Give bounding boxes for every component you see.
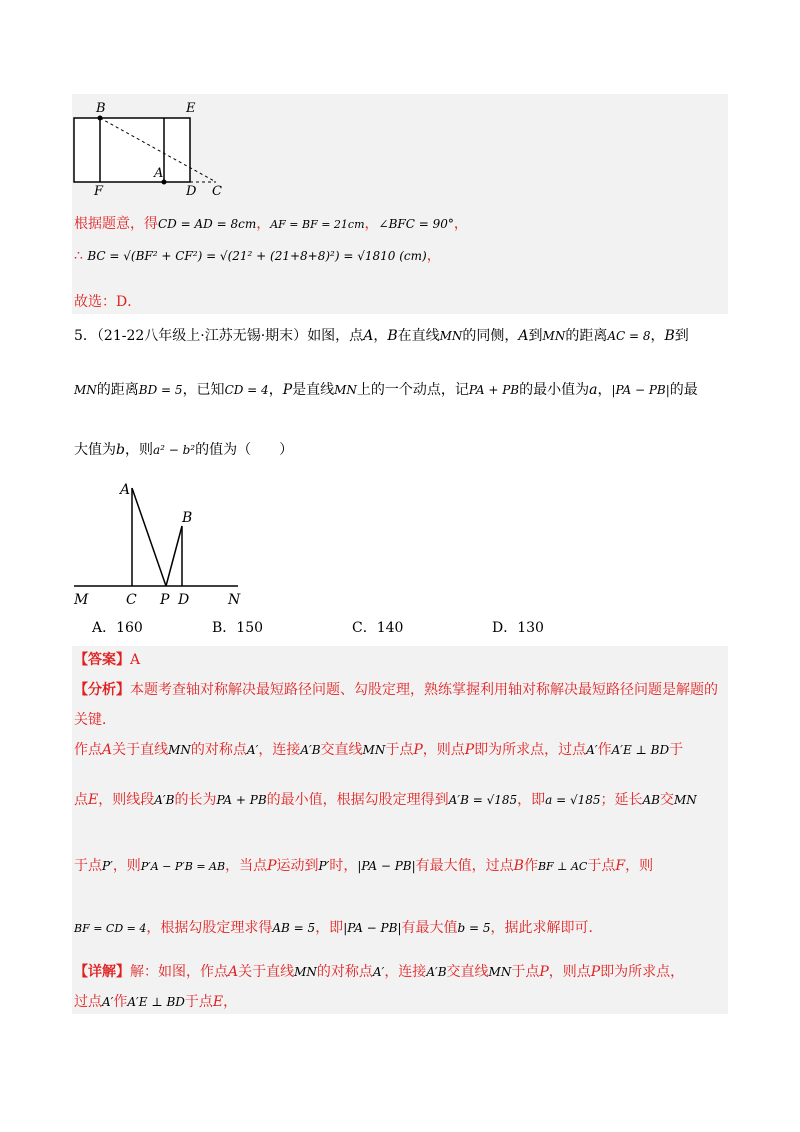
analysis-line-2: 关键． [74, 712, 116, 728]
label-M: M [74, 592, 89, 606]
var-mn: MN [362, 743, 386, 757]
var-p: P [539, 964, 549, 980]
qtext: 的距离 [96, 382, 139, 398]
math-ac8: AC = 8 [607, 329, 651, 343]
math-angle-bfc: ∠BFC = 90° [378, 217, 454, 231]
outer-rect [74, 118, 190, 182]
qtext: 的最 [669, 382, 698, 398]
var-p: P [464, 742, 475, 758]
var-mn: MN [74, 383, 97, 397]
qtext: ， [597, 382, 612, 398]
label-A: A [154, 166, 164, 181]
atext: 于点 [74, 858, 102, 874]
qtext: ， [268, 382, 283, 398]
var-b: B [664, 328, 675, 344]
math-cd4: CD = 4 [224, 383, 269, 397]
var-e: E [88, 792, 99, 808]
atext: 点 [74, 792, 88, 808]
atext: 于点 [587, 858, 616, 874]
solution-line-2 [74, 246, 441, 266]
var-apb: A′B [426, 965, 447, 979]
qtext: 的最小值为 [519, 382, 590, 398]
var-p: P [590, 964, 601, 980]
qtext: 上的一个动点，记 [356, 382, 469, 398]
detail-line-1 [74, 962, 684, 982]
point-b [98, 116, 103, 121]
atext: 作 [597, 742, 612, 758]
analysis-line-1 [74, 680, 718, 700]
label-B: B [182, 510, 193, 526]
option-b[interactable]: B．150 [212, 620, 264, 636]
dtext: 即为所求点， [600, 964, 685, 980]
math-ppa: P′A − P′B = AB [140, 860, 226, 873]
dtext: 解：如图，作点 [130, 964, 228, 980]
dtext: 作 [113, 994, 128, 1010]
math-bc: BC = √(BF² + CF²) = √(21² + (21+8+8)²) = √1810 (cm) [87, 249, 427, 263]
atext: ，据此求解即可． [490, 920, 603, 936]
sep: ， [453, 216, 468, 232]
var-pp: P′ [102, 859, 113, 873]
question5-line-3 [74, 440, 293, 460]
atext: 的长为 [174, 792, 217, 808]
qtext: 到 [674, 328, 689, 344]
dtext: 过点 [74, 994, 102, 1010]
math-abs: |PA − PB| [611, 383, 670, 397]
atext: 本题考查轴对称解决最短路径问题、勾股定理，熟练掌握利用轴对称解决最短路径问题是解题的 [130, 682, 718, 698]
var-p: P [282, 382, 293, 398]
var-apb: A′B [300, 743, 321, 757]
var-apb: A′B [154, 793, 175, 807]
atext: ，连接 [258, 742, 301, 758]
qtext: 大值为 [74, 442, 116, 458]
atext: 交直线 [320, 742, 363, 758]
atext: 时， [329, 858, 358, 874]
analysis-tag: 【分析】 [74, 682, 130, 698]
var-ab: AB [642, 793, 660, 807]
var-mn: MN [294, 965, 317, 979]
math-bf-ac: BF ⊥ AC [537, 860, 588, 873]
answer-line [74, 650, 140, 670]
math-bd5: BD = 5 [138, 383, 183, 397]
math-pa-pb: PA + PB [468, 383, 520, 397]
atext: 有最大值 [401, 920, 458, 936]
atext: 于 [669, 742, 684, 758]
question5-figure [70, 476, 250, 606]
math-apb185: A′B = √185 [448, 793, 518, 807]
var-a: A [102, 742, 113, 758]
qtext: ，则 [124, 442, 153, 458]
line-ap [132, 488, 166, 586]
atext: 于点 [385, 742, 414, 758]
atext: 有最大值，过点 [415, 858, 514, 874]
dtext: 交直线 [446, 964, 489, 980]
qtext: 的值为（ ） [195, 442, 294, 458]
math-b5: b = 5 [457, 921, 491, 935]
atext: ，则 [112, 858, 141, 874]
atext: ；延长 [600, 792, 643, 808]
math-cd-ad: CD = AD = 8cm [158, 217, 257, 231]
label-F: F [94, 184, 104, 196]
atext: ，即 [315, 920, 344, 936]
sep: ， [426, 248, 441, 264]
math-a185: a = √185 [545, 793, 601, 807]
var-mn: MN [168, 743, 191, 757]
atext: ，即 [517, 792, 546, 808]
label-P: P [160, 592, 170, 606]
atext: 即为所求点，过点 [474, 742, 587, 758]
var-p: P [267, 858, 277, 874]
label-N: N [228, 592, 241, 606]
analysis-line-4 [74, 790, 697, 810]
math-pa-pb: PA + PB [216, 793, 267, 807]
qtext: ， [650, 328, 665, 344]
line-bp [166, 526, 182, 586]
analysis-line-6 [74, 918, 603, 939]
qtext: 如图，点 [307, 328, 364, 344]
math-bf-cd4: BF = CD = 4 [74, 922, 147, 935]
var-p: P [413, 742, 423, 758]
math-abs: |PA − PB| [357, 859, 416, 873]
option-c[interactable]: C．140 [352, 620, 404, 636]
qtext: ， [373, 328, 388, 344]
var-ap: A′ [372, 965, 385, 979]
var-ap: A′ [246, 743, 259, 757]
var-mn: MN [334, 383, 357, 397]
qtext: 是直线 [292, 382, 335, 398]
atext: ，则线段 [98, 792, 155, 808]
math-ape-bd: A′E ⊥ BD [127, 995, 185, 1009]
question-number: 5． [74, 328, 97, 344]
label-A: A [120, 482, 131, 498]
qtext: 的同侧， [462, 328, 519, 344]
detail-line-2 [74, 992, 237, 1012]
detail-tag: 【详解】 [74, 964, 130, 980]
solution-text: 根据题意，得 [74, 216, 158, 232]
var-mn: MN [488, 965, 512, 979]
atext: ，则 [625, 858, 654, 874]
var-mn: MN [674, 793, 697, 807]
atext: 的对称点 [190, 742, 247, 758]
atext: 运动到 [276, 858, 319, 874]
label-D: D [178, 592, 190, 606]
dtext: 的对称点 [316, 964, 373, 980]
var-ap: A′ [586, 743, 598, 757]
dtext: 于点 [184, 994, 213, 1010]
atext: 的最小值，根据勾股定理得到 [266, 792, 449, 808]
var-mn: MN [439, 329, 463, 343]
var-a: A [228, 964, 239, 980]
question-source: （21-22八年级上·江苏无锡·期末） [96, 328, 308, 344]
qtext: 的距离 [565, 328, 608, 344]
var-b: B [513, 858, 524, 874]
var-f: F [615, 858, 626, 874]
atext: ，则点 [422, 742, 465, 758]
therefore-symbol: ∴ [74, 248, 83, 264]
var-mn: MN [542, 329, 566, 343]
var-e: E [212, 994, 224, 1010]
dtext: 关于直线 [238, 964, 295, 980]
dtext: ，则点 [548, 964, 591, 980]
var-a-lower: a [589, 382, 598, 398]
question5-line-1 [74, 326, 689, 346]
atext: ，当点 [225, 858, 268, 874]
label-B: B [96, 101, 106, 116]
choice-line: 故选：D． [74, 294, 142, 310]
var-b: B [387, 328, 398, 344]
atext: 交 [660, 792, 674, 808]
sep: ， [364, 216, 379, 232]
math-af-bf: AF = BF = 21cm [270, 218, 365, 231]
rectangle-figure [72, 100, 232, 196]
label-C: C [126, 592, 137, 606]
var-a: A [518, 328, 529, 344]
math-ab5: AB = 5 [272, 921, 316, 935]
answer-tag: 【答案】 [74, 652, 130, 668]
dtext: ，连接 [384, 964, 427, 980]
sep: ， [256, 216, 271, 232]
math-ape-bd: A′E ⊥ BD [611, 743, 670, 757]
math-a2-b2: a² − b² [152, 443, 196, 457]
var-ap: A′ [102, 995, 114, 1009]
atext: 作 [523, 858, 538, 874]
dtext: ， [223, 994, 238, 1010]
label-E: E [186, 101, 196, 116]
analysis-line-5 [74, 856, 653, 877]
label-C: C [212, 184, 222, 196]
atext: 作点 [74, 742, 102, 758]
question5-line-2 [74, 380, 698, 400]
qtext: 到 [528, 328, 543, 344]
atext: 关于直线 [112, 742, 169, 758]
solution-line-1 [74, 214, 468, 235]
var-b-lower: b [116, 442, 125, 458]
dtext: 于点 [511, 964, 540, 980]
var-pp: P′ [318, 859, 330, 873]
label-D: D [186, 184, 197, 196]
atext: ，根据勾股定理求得 [146, 920, 273, 936]
qtext: ，已知 [182, 382, 225, 398]
option-a[interactable]: A．160 [92, 620, 143, 636]
var-a: A [363, 328, 374, 344]
option-d[interactable]: D．130 [492, 620, 544, 636]
analysis-line-3 [74, 740, 683, 760]
answer-value: A [130, 652, 141, 668]
solution-panel-bottom [72, 646, 728, 1014]
math-abs: |PA − PB| [343, 921, 402, 935]
qtext: 在直线 [397, 328, 440, 344]
